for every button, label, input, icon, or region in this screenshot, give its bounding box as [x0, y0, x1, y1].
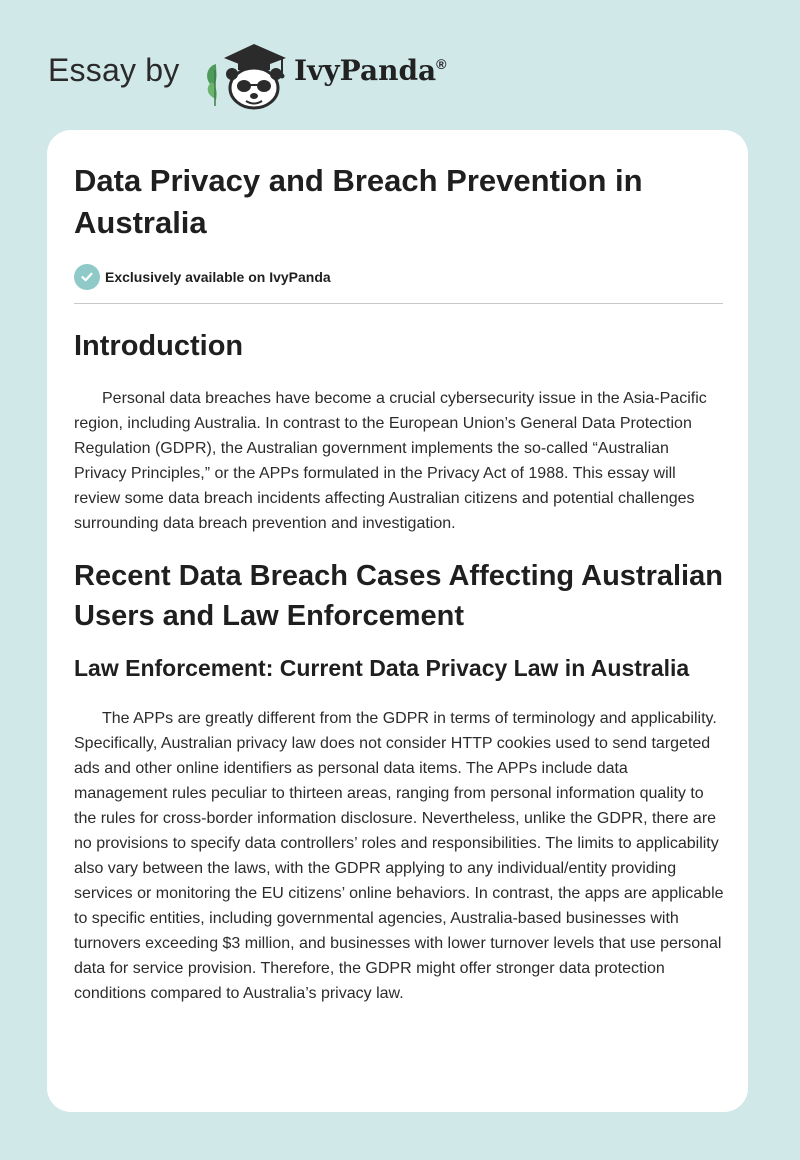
exclusive-label: Exclusively available on IvyPanda [105, 269, 331, 285]
site-header [48, 30, 748, 110]
introduction-paragraph: Personal data breaches have become a crucial cybersecurity issue in the Asia-Pacific region, including Australia. In contrast to the European Union’s General Data Protection Regulation (GDPR), the Australian government implements the so-called “Australian Privacy Principles,” or the APPs formulated in the Privacy Act of 1988. This essay will review some data breach incidents affecting Australian citizens and potential challenges surrounding data breach prevention and investigation. [74, 390, 707, 532]
section-heading-introduction: Introduction [74, 330, 244, 362]
check-icon [74, 264, 100, 290]
page-title: Data Privacy and Breach Prevention in Australia [74, 163, 643, 240]
title-divider [74, 303, 723, 304]
brand-name[interactable]: IvyPanda® [294, 54, 447, 87]
section-heading-recent-cases: Recent Data Breach Cases Affecting Australian Users and Law Enforcement [74, 560, 723, 632]
exclusive-badge [74, 264, 724, 290]
law-enforcement-paragraph: The APPs are greatly different from the GDPR in terms of terminology and applicability. Specifically, Australian privacy law does not consider HTTP cookies used to send targeted ads and other online identifiers as personal data items. The APPs include data management rules peculiar to thirteen areas, ranging from personal information quality to the rules for cross-border information disclosure. Nevertheless, unlike the GDPR, there are no provisions to specify data controllers’ roles and responsibilities. The limits to applicability also vary between the laws, with the GDPR applying to any individual/entity providing services or monitoring the EU citizens’ online behaviors. In contrast, the apps are applicable to specific entities, including governmental agencies, Australia-based businesses with turnovers exceeding $3 million, and businesses with lower turnover levels that use personal data for service provision. Therefore, the GDPR might offer stronger data protection conditions compared to Australia’s privacy law. [74, 710, 724, 1002]
essay-content [74, 160, 724, 1006]
panda-logo-icon[interactable] [202, 36, 298, 110]
subsection-heading-law-enforcement: Law Enforcement: Current Data Privacy Law in Australia [74, 655, 690, 681]
essay-card [47, 130, 748, 1112]
essay-by-label: Essay by [48, 52, 180, 88]
